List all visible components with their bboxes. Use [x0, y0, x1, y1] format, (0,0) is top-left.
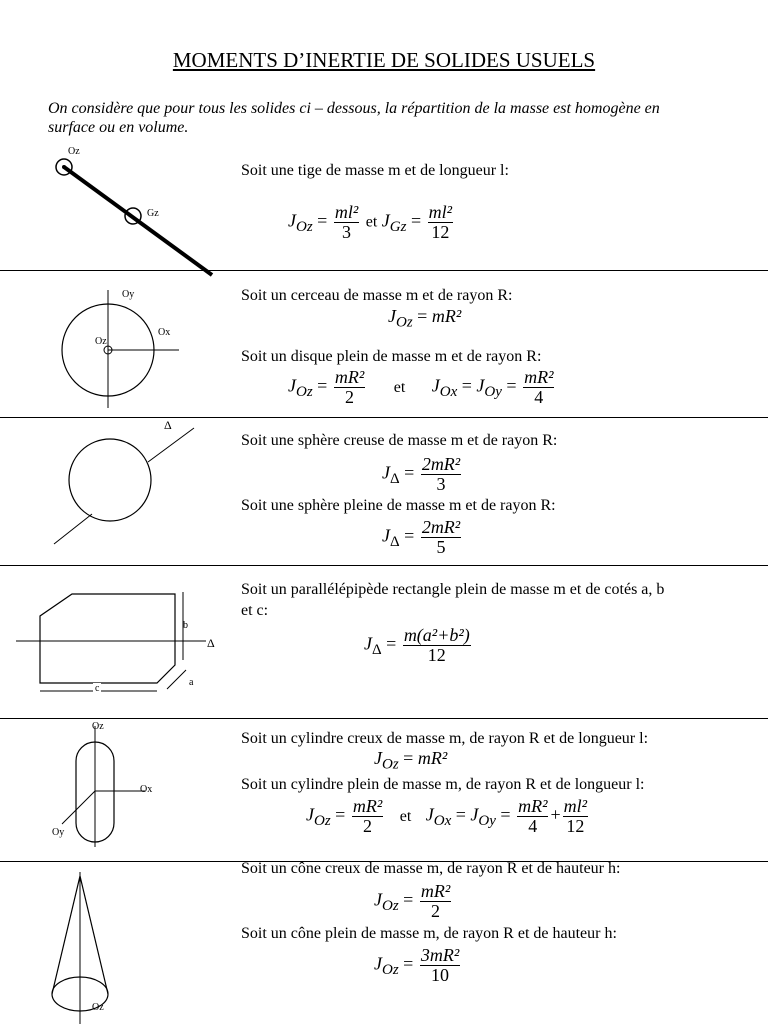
solid-cone-formula: $J_{Oz}$ = $\frac{\text{3mR²}}{10}$: [374, 945, 460, 985]
axis-label-delta: Δ: [164, 418, 172, 432]
axis-label-gz: Gz: [147, 208, 159, 219]
axis-label-ox: Ox: [140, 784, 153, 795]
box-formula: $J_\Delta$ = $\frac{\text{m(a²+b²)}}{12}$: [364, 625, 470, 665]
cone-diagram: [40, 862, 160, 1024]
dimension-label-c: c: [95, 683, 100, 694]
section-divider: [0, 718, 768, 719]
dimension-label-a: a: [189, 677, 194, 688]
axis-label-ox: Ox: [158, 327, 171, 338]
rod-description: Soit une tige de masse m et de longueur l:: [241, 162, 509, 179]
hollow-cylinder-formula: $J_{Oz} = mR^2$: [374, 748, 448, 773]
page-title: MOMENTS D’INERTIE DE SOLIDES USUELS: [172, 48, 596, 72]
rod-formula: $J_{Oz}$ = $\frac{\text{ml²}}{3}$ et $J_{Gz}$ = $\frac{\text{ml²}}{12}$: [288, 202, 453, 242]
axis-label-oz: Oz: [68, 146, 80, 157]
hoop-diagram: [55, 284, 185, 410]
axis-label-oz: Oz: [92, 1002, 104, 1013]
intro-text: On considère que pour tous les solides ci – dessous, la répartition de la masse est homogène en surface ou en volume.: [48, 100, 660, 136]
solid-cone-description: Soit un cône plein de masse m, de rayon R et de hauteur h:: [241, 925, 617, 942]
solid-sphere-formula: $J_\Delta$ = $\frac{\text{2mR²}}{5}$: [382, 517, 461, 557]
box-description: Soit un parallélépipède rectangle plein de masse m et de cotés a, b: [241, 581, 665, 598]
dimension-label-b: b: [183, 620, 188, 631]
sphere-diagram: [30, 418, 210, 560]
hollow-cone-description: Soit un cône creux de masse m, de rayon R et de hauteur h:: [241, 860, 621, 877]
axis-label-oy: Oy: [52, 827, 65, 838]
hollow-sphere-formula: $J_\Delta$ = $\frac{\text{2mR²}}{3}$: [382, 454, 461, 494]
hollow-cylinder-description: Soit un cylindre creux de masse m, de rayon R et de longueur l:: [241, 730, 649, 747]
solid-sphere-description: Soit une sphère pleine de masse m et de rayon R:: [241, 497, 556, 514]
hollow-sphere-description: Soit une sphère creuse de masse m et de rayon R:: [241, 432, 558, 449]
hollow-cone-formula: $J_{Oz}$ = $\frac{\text{mR²}}{2}$: [374, 881, 451, 921]
axis-label-oz: Oz: [95, 336, 107, 347]
axis-label-delta: Δ: [207, 636, 215, 650]
rod-diagram: [40, 140, 230, 280]
hoop-description: Soit un cerceau de masse m et de rayon R:: [241, 287, 513, 304]
solid-cylinder-description: Soit un cylindre plein de masse m, de rayon R et de longueur l:: [241, 776, 645, 793]
axis-label-oz: Oz: [92, 721, 104, 732]
box-description-cont: et c:: [241, 602, 269, 619]
disk-description: Soit un disque plein de masse m et de rayon R:: [241, 348, 542, 365]
axis-label-oy: Oy: [122, 289, 135, 300]
section-divider: [0, 565, 768, 566]
disk-formula: $J_{Oz}$ = $\frac{\text{mR²}}{2}$ et $J_{Ox} = J_{Oy}$ = $\frac{\text{mR²}}{4}$: [288, 367, 554, 407]
solid-cylinder-formula: $J_{Oz}$ = $\frac{\text{mR²}}{2}$ et $J_{Ox} = J_{Oy}$ = $\frac{\text{mR²}}{4}$ + $\frac{\text{ml²}}{12}$: [306, 796, 588, 836]
hoop-formula: $J_{Oz} = mR^2$: [388, 306, 462, 331]
